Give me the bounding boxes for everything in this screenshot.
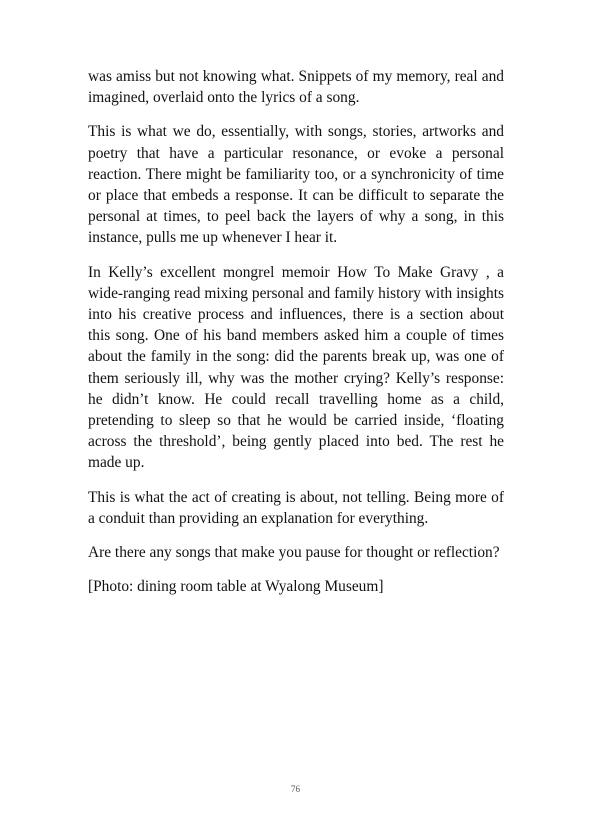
body-text [88,66,504,610]
photo-caption: [Photo: dining room table at Wyalong Museum] [88,578,384,596]
paragraph-memoir: In Kelly’s excellent mongrel memoir How To Make Gravy , a wide-ranging read mixing personal and family history with insights into his creative process and influences, there is a section about this song. One of his band members asked him a couple of times about the family in the song: did the parents break up, was one of them seriously ill, why was the mother crying? Kelly’s response: he didn’t know. He could recall travelling home as a child, pretending to sleep so that he would be carried inside, ‘floating across the threshold’, being gently placed into bed. The rest he made up. [88,263,504,472]
paragraph-resonance: This is what we do, essentially, with songs, stories, artworks and poetry that have a particular resonance, or evoke a personal reaction. There might be familiarity too, or a synchronicity of time or place that embeds a response. It can be difficult to separate the personal at times, to peel back the layers of why a song, in this instance, pulls me up whenever I hear it. [88,123,504,247]
paragraph-creating: This is what the act of creating is about, not telling. Being more of a conduit than providing an explanation for everything. [88,488,504,527]
page-number: 76 [291,784,300,794]
paragraph-continuation: was amiss but not knowing what. Snippets of my memory, real and imagined, overlaid onto the lyrics of a song. [88,68,504,107]
paragraph-question: Are there any songs that make you pause for thought or reflection? [88,544,500,562]
